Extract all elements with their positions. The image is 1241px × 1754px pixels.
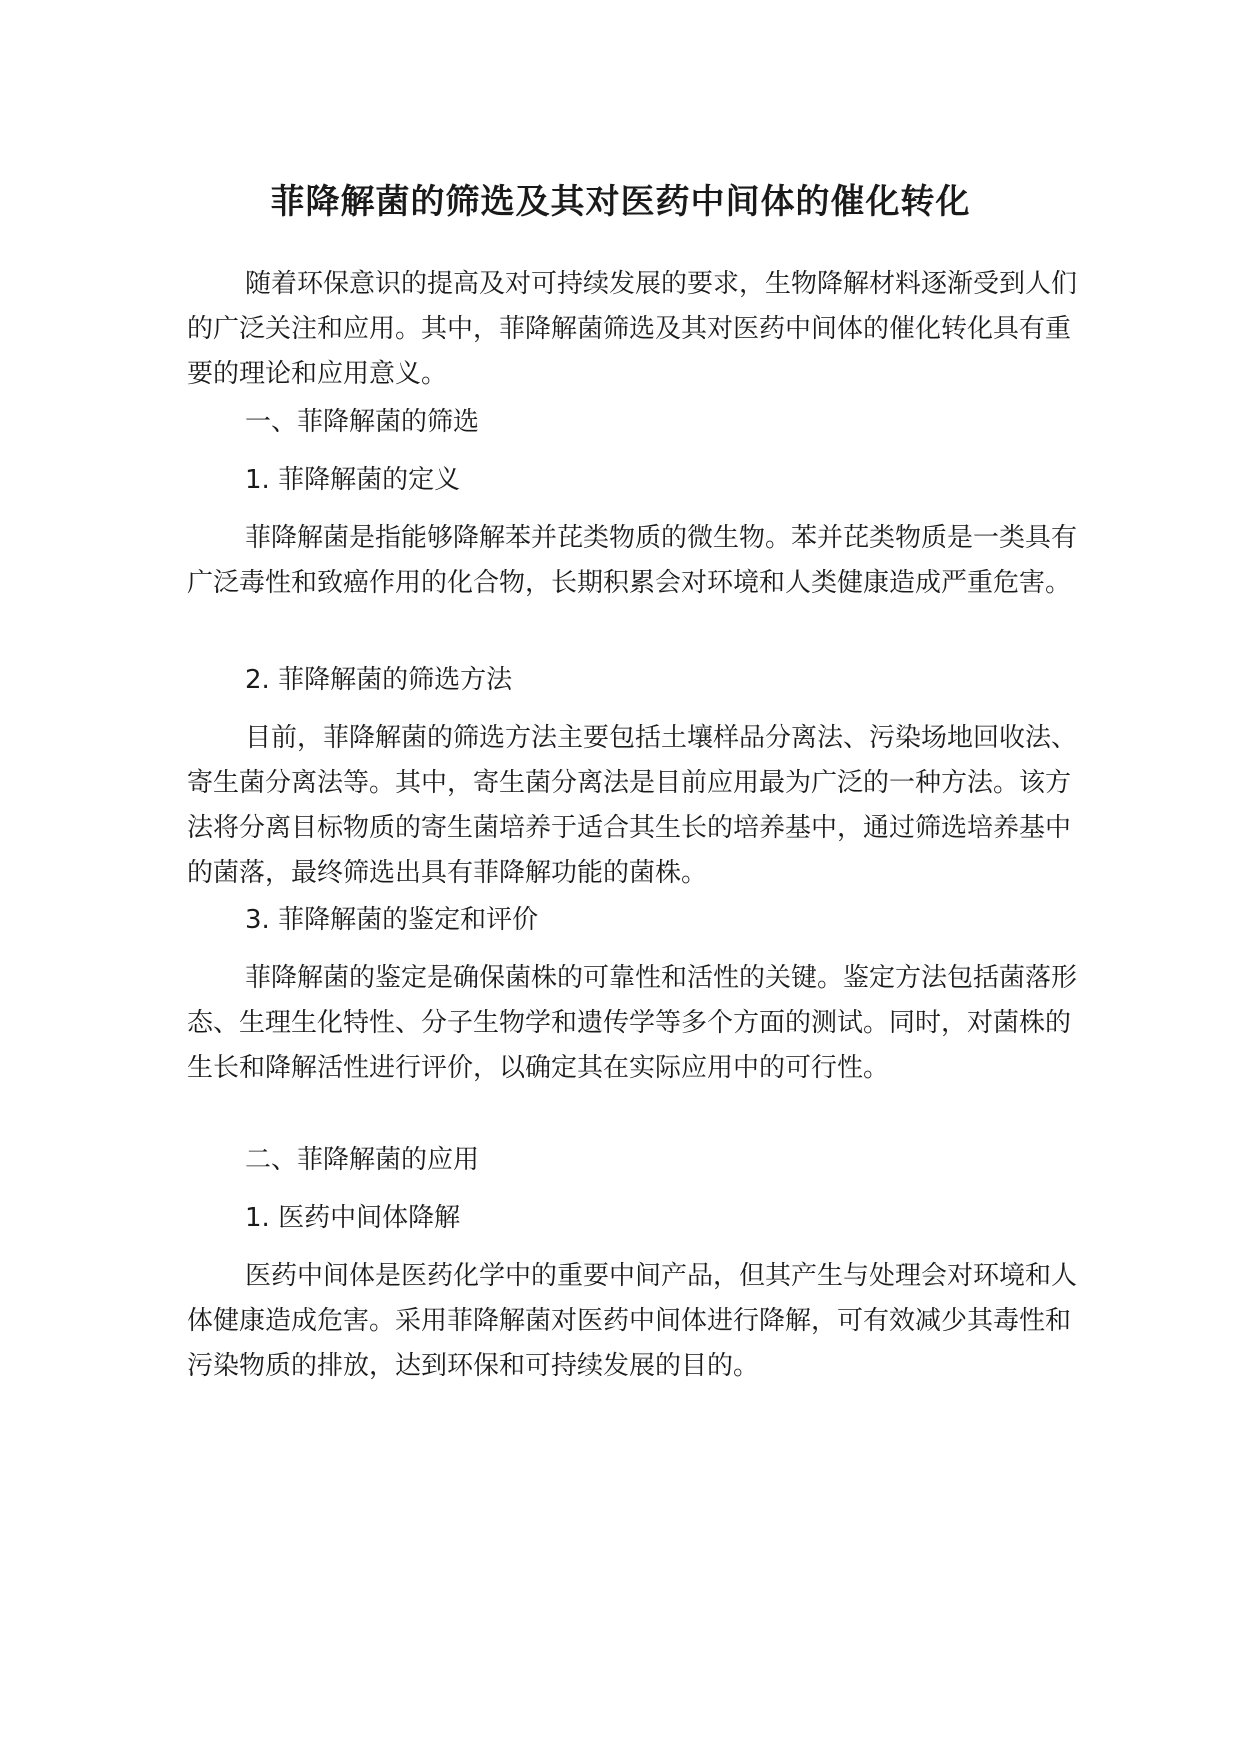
- section-1-sub-3-heading: 3. 菲降解菌的鉴定和评价: [245, 905, 539, 935]
- document-title: 菲降解菌的筛选及其对医药中间体的催化转化: [270, 182, 971, 222]
- section-1-heading: 一、菲降解菌的筛选: [245, 407, 480, 437]
- section-1-sub-1-paragraph: 菲降解菌是指能够降解苯并芘类物质的微生物。苯并芘类物质是一类具有广泛毒性和致癌作用的化合物，长期积累会对环境和人类健康造成严重危害。: [187, 523, 1078, 598]
- intro-paragraph: 随着环保意识的提高及对可持续发展的要求，生物降解材料逐渐受到人们的广泛关注和应用。其中，菲降解菌筛选及其对医药中间体的催化转化具有重要的理论和应用意义。: [187, 269, 1078, 389]
- section-2-sub-1-paragraph: 医药中间体是医药化学中的重要中间产品，但其产生与处理会对环境和人体健康造成危害。采用菲降解菌对医药中间体进行降解，可有效减少其毒性和污染物质的排放，达到环保和可持续发展的目的。: [187, 1261, 1078, 1381]
- section-2-heading: 二、菲降解菌的应用: [245, 1145, 480, 1175]
- section-1-sub-2-paragraph: 目前，菲降解菌的筛选方法主要包括土壤样品分离法、污染场地回收法、寄生菌分离法等。其中，寄生菌分离法是目前应用最为广泛的一种方法。该方法将分离目标物质的寄生菌培养于适合其生长的培养基中，通过筛选培养基中的菌落，最终筛选出具有菲降解功能的菌株。: [187, 723, 1078, 888]
- section-2-sub-1-heading: 1. 医药中间体降解: [245, 1203, 461, 1233]
- section-1-sub-2-heading: 2. 菲降解菌的筛选方法: [245, 665, 513, 695]
- section-1-sub-1-heading: 1. 菲降解菌的定义: [245, 465, 461, 495]
- section-1-sub-3-paragraph: 菲降解菌的鉴定是确保菌株的可靠性和活性的关键。鉴定方法包括菌落形态、生理生化特性、分子生物学和遗传学等多个方面的测试。同时，对菌株的生长和降解活性进行评价，以确定其在实际应用中的可行性。: [187, 963, 1078, 1083]
